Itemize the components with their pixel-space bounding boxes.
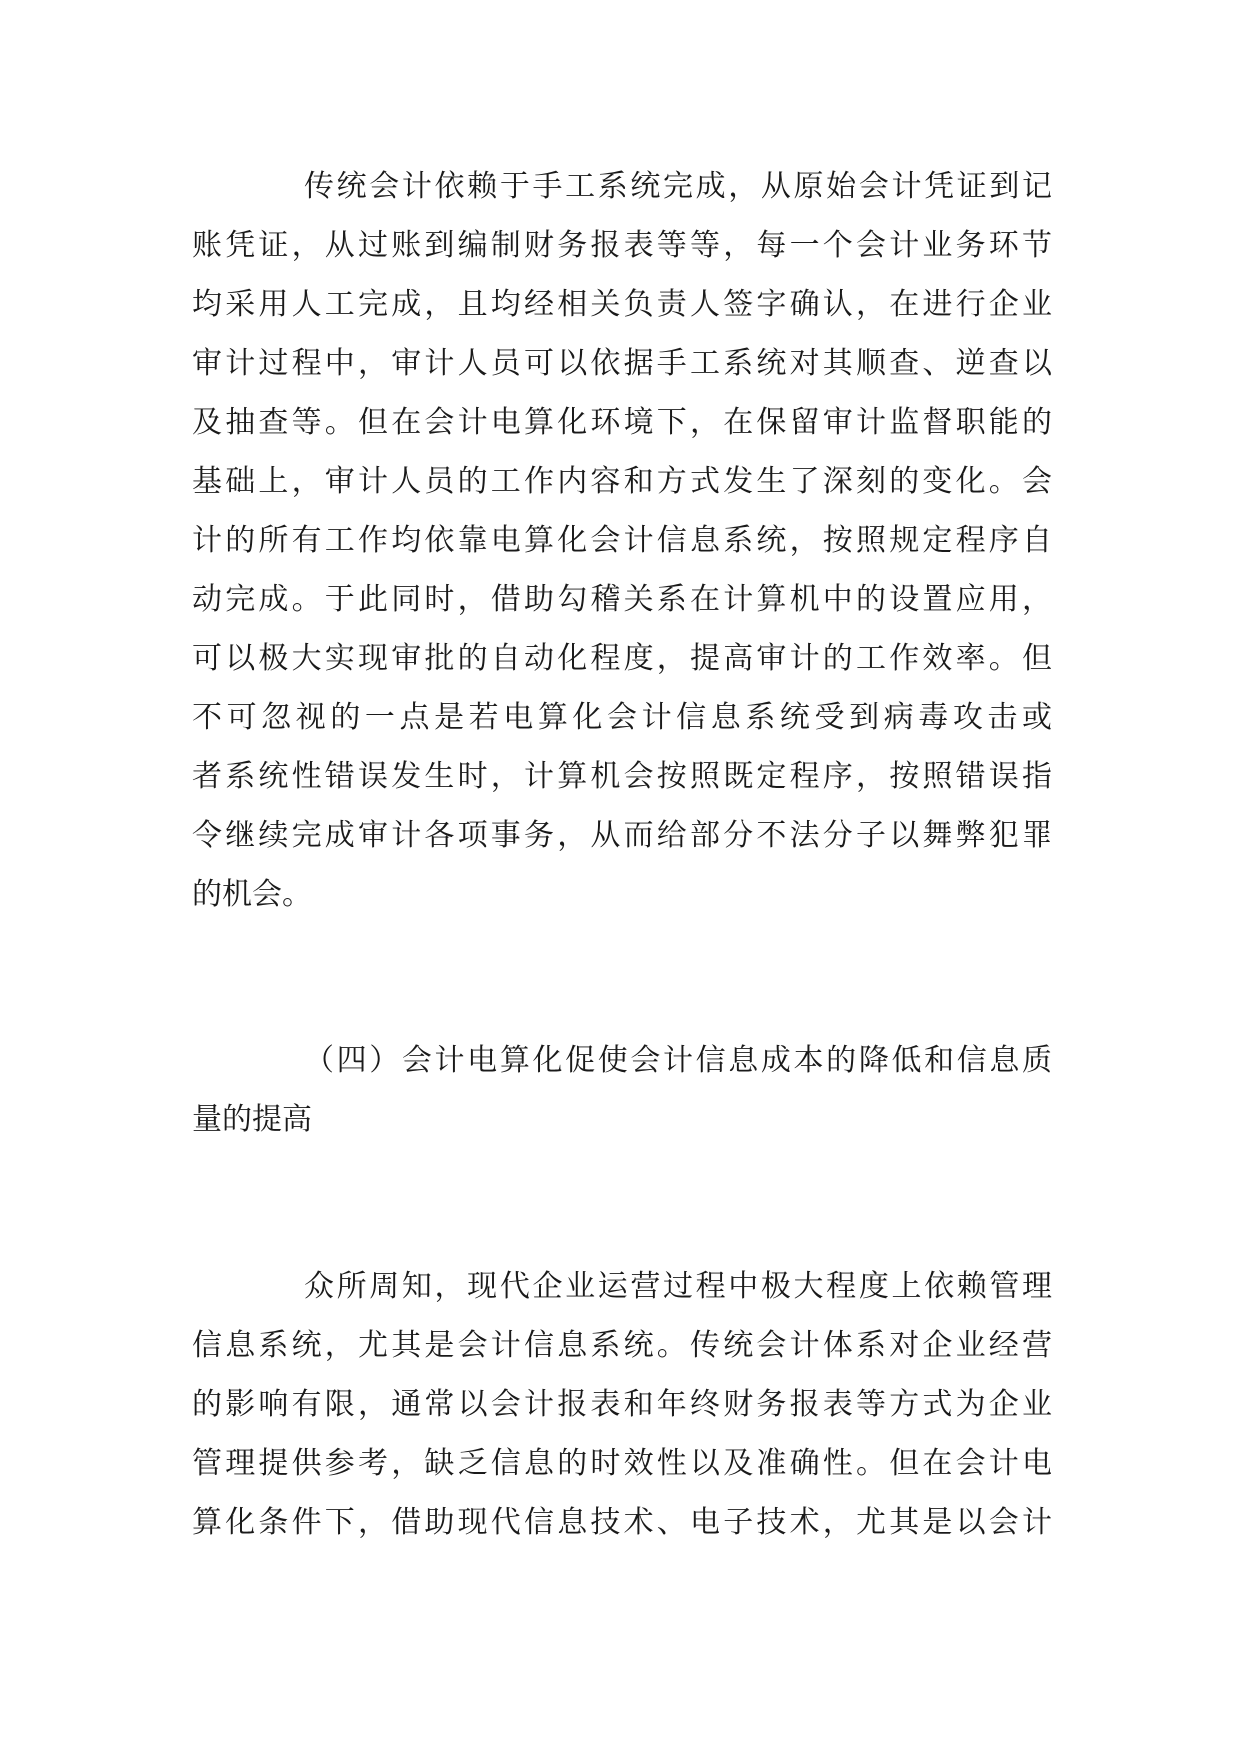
text-line: 均采用人工完成，且均经相关负责人签字确认，在进行企业 <box>192 287 1052 322</box>
text-line: 基础上，审计人员的工作内容和方式发生了深刻的变化。会 <box>192 464 1052 499</box>
text-line: 众所周知，现代企业运营过程中极大程度上依赖管理 <box>304 1269 1052 1304</box>
text-line: 管理提供参考，缺乏信息的时效性以及准确性。但在会计电 <box>192 1446 1052 1481</box>
text-line: 令继续完成审计各项事务，从而给部分不法分子以舞弊犯罪 <box>192 818 1052 853</box>
text-line: 算化条件下，借助现代信息技术、电子技术，尤其是以会计 <box>192 1505 1052 1540</box>
text-line: 账凭证，从过账到编制财务报表等等，每一个会计业务环节 <box>192 228 1052 263</box>
heading-line: （四）会计电算化促使会计信息成本的降低和信息质 <box>304 1043 1052 1078</box>
paragraph-audit-change <box>192 157 1052 924</box>
text-line: 动完成。于此同时，借助勾稽关系在计算机中的设置应用， <box>192 582 1052 617</box>
text-line: 可以极大实现审批的自动化程度，提高审计的工作效率。但 <box>192 641 1052 676</box>
heading-line: 量的提高 <box>192 1102 312 1137</box>
paragraph-information-system <box>192 1257 1052 1552</box>
text-line: 的机会。 <box>192 877 312 912</box>
text-line: 不可忽视的一点是若电算化会计信息系统受到病毒攻击或 <box>192 700 1052 735</box>
text-line: 信息系统，尤其是会计信息系统。传统会计体系对企业经营 <box>192 1328 1052 1363</box>
text-line: 传统会计依赖于手工系统完成，从原始会计凭证到记 <box>304 169 1052 204</box>
section-heading <box>192 1031 1052 1149</box>
text-line: 审计过程中，审计人员可以依据手工系统对其顺查、逆查以 <box>192 346 1052 381</box>
text-line: 的影响有限，通常以会计报表和年终财务报表等方式为企业 <box>192 1387 1052 1422</box>
text-line: 者系统性错误发生时，计算机会按照既定程序，按照错误指 <box>192 759 1052 794</box>
text-line: 计的所有工作均依靠电算化会计信息系统，按照规定程序自 <box>192 523 1052 558</box>
text-line: 及抽查等。但在会计电算化环境下，在保留审计监督职能的 <box>192 405 1052 440</box>
